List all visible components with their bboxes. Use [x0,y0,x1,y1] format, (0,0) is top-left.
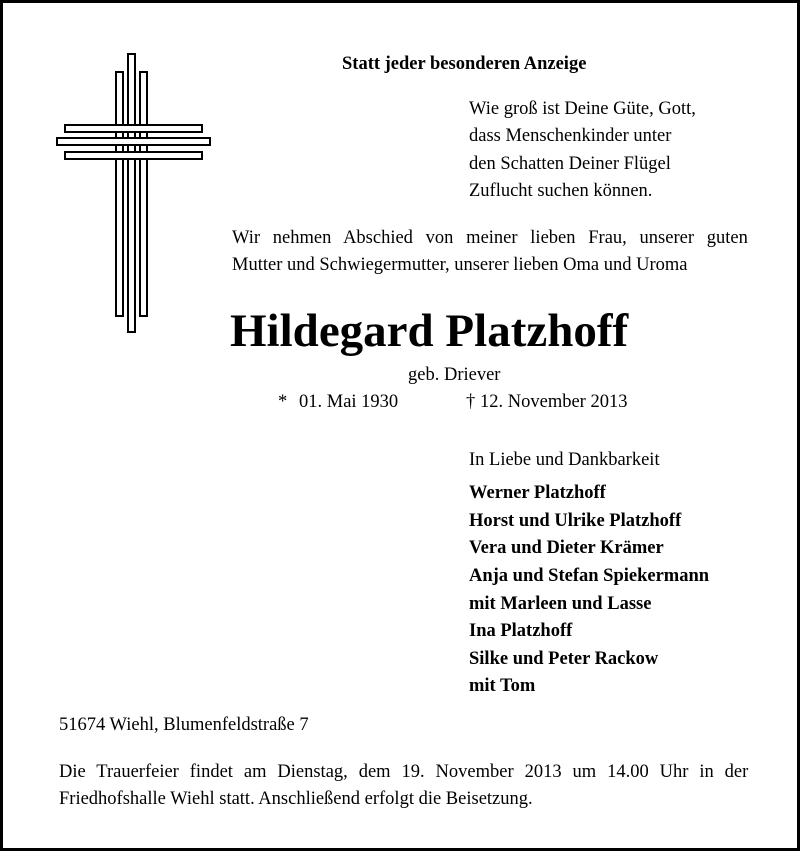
verse-line: Wie groß ist Deine Güte, Gott, [469,99,696,119]
cross-icon [55,53,213,335]
death-date: 12. November 2013 [480,392,628,412]
mourner-name: Ina Platzhoff [469,621,573,641]
mourner-name: Horst und Ulrike Platzhoff [469,511,682,531]
mourner-name: Anja und Stefan Spiekermann [469,566,710,586]
address: 51674 Wiehl, Blumenfeldstraße 7 [59,715,309,735]
mourner-name: Silke und Peter Rackow [469,649,659,669]
mourner-name: mit Marleen und Lasse [469,594,652,614]
birth-symbol: * [278,392,288,412]
mourner-name: mit Tom [469,676,536,696]
death-symbol: † [466,392,476,412]
mourner-name: Vera und Dieter Krämer [469,538,664,558]
intro-line: Wir nehmen Abschied von meiner lieben Frau, unserer guten [232,228,748,248]
closing-line: Die Trauerfeier findet am Dienstag, dem 19. November 2013 um 14.00 Uhr in der [59,762,749,782]
header-line: Statt jeder besonderen Anzeige [342,54,587,74]
mourner-name: Werner Platzhoff [469,483,606,503]
mourners-intro: In Liebe und Dankbarkeit [469,450,660,470]
maiden-name: geb. Driever [408,365,501,385]
intro-line: Mutter und Schwiegermutter, unserer lieben Oma und Uroma [232,255,688,275]
birth-date: 01. Mai 1930 [299,392,399,412]
closing-line: Friedhofshalle Wiehl statt. Anschließend erfolgt die Beisetzung. [59,789,533,809]
verse-line: Zuflucht suchen können. [469,181,653,201]
verse-line: dass Menschenkinder unter [469,126,672,146]
deceased-name: Hildegard Platzhoff [230,305,629,357]
verse-line: den Schatten Deiner Flügel [469,154,671,174]
